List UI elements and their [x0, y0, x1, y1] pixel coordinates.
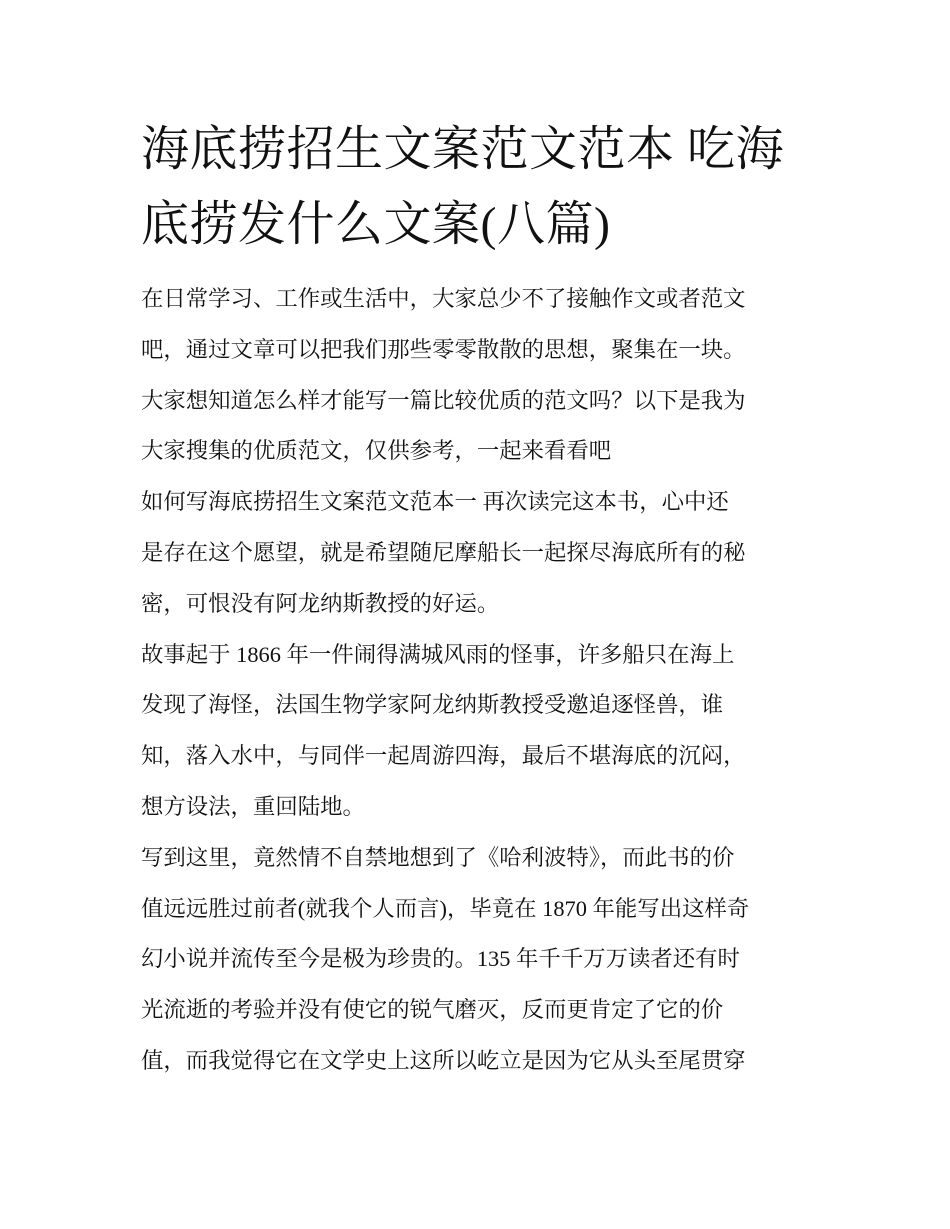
text-line: 如何写海底捞招生文案范文范本一 再次读完这本书，心中还	[141, 489, 729, 515]
text-line: 吧，通过文章可以把我们那些零零散散的思想，聚集在一块。	[141, 336, 746, 362]
text-line: 是存在这个愿望，就是希望随尼摩船长一起探尽海底所有的秘	[141, 539, 746, 565]
document-content	[141, 112, 813, 1087]
text-line: 值，而我觉得它在文学史上这所以屹立是因为它从头至尾贯穿	[141, 1047, 746, 1073]
text-line: 在日常学习、工作或生活中，大家总少不了接触作文或者范文	[141, 286, 746, 311]
text-line: 值远远胜过前者(就我个人而言)，毕竟在 1870 年能写出这样奇	[141, 895, 750, 921]
text-line: 幻小说并流传至今是极为珍贵的。135 年千千万万读者还有时	[141, 946, 740, 972]
text-line: 想方设法，重回陆地。	[141, 793, 365, 819]
paragraph-intro	[141, 274, 813, 477]
title-line-2: 底捞发什么文案(八篇)	[141, 198, 611, 251]
text-line: 光流逝的考验并没有使它的锐气磨灭，反而更肯定了它的价	[141, 997, 724, 1023]
document-body	[141, 274, 813, 1087]
document-title	[141, 112, 813, 262]
text-line: 知，落入水中，与同伴一起周游四海，最后不堪海底的沉闷，	[141, 743, 746, 769]
text-line: 故事起于 1866 年一件闹得满城风雨的怪事，许多船只在海上	[141, 641, 735, 667]
text-line: 发现了海怪，法国生物学家阿龙纳斯教授受邀追逐怪兽，谁	[141, 692, 724, 718]
title-line-1: 海底捞招生文案范文范本 吃海	[141, 123, 785, 176]
text-line: 大家想知道怎么样才能写一篇比较优质的范文吗？以下是我为	[141, 387, 746, 413]
paragraph-section-one	[141, 477, 813, 629]
text-line: 大家搜集的优质范文，仅供参考，一起来看看吧	[141, 438, 612, 464]
text-line: 密，可恨没有阿龙纳斯教授的好运。	[141, 590, 500, 616]
paragraph-reflection	[141, 833, 813, 1087]
text-line: 写到这里，竟然情不自禁地想到了《哈利波特》，而此书的价	[141, 844, 735, 870]
paragraph-story	[141, 630, 813, 833]
